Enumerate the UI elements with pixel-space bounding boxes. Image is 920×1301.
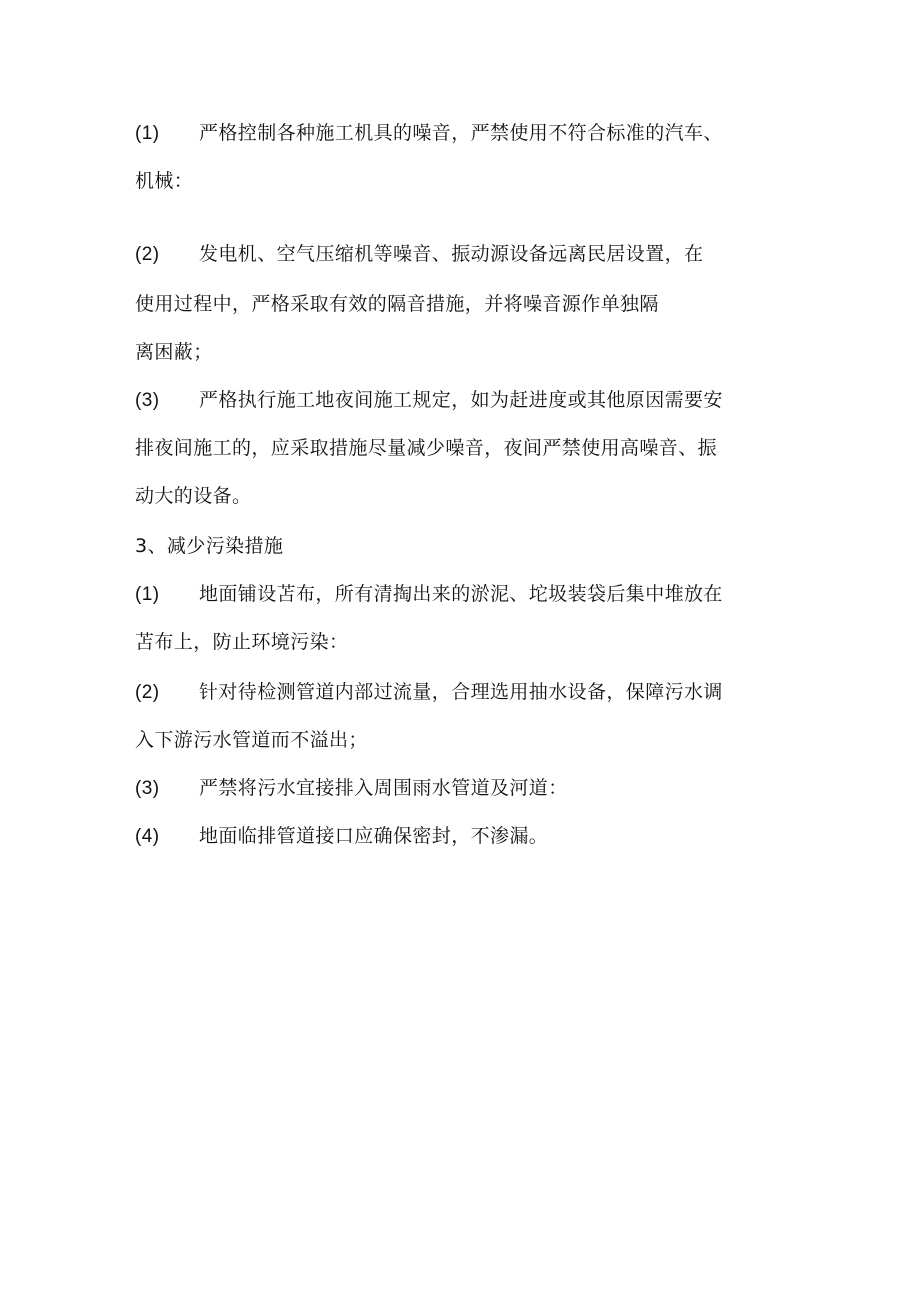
section-heading: 3、减少污染措施 — [135, 535, 284, 557]
item-text: 地面临排管道接口应确保密封，不渗漏。 — [199, 825, 549, 847]
item-text: 严禁将污水宜接排入周围雨水管道及河道： — [199, 777, 568, 799]
pollution-item-1-line-2: 苫布上，防止环境污染： — [135, 631, 349, 653]
pollution-item-2-line-1 — [135, 680, 723, 705]
item-text: 发电机、空气压缩机等噪音、振动源设备远离民居设置，在 — [199, 243, 704, 265]
item-number: (2) — [135, 244, 160, 265]
item-text: 严格控制各种施工机具的噪音，严禁使用不符合标准的汽车、 — [199, 122, 723, 144]
noise-item-2-line-1 — [135, 242, 703, 267]
pollution-item-3-line-1 — [135, 776, 568, 801]
noise-item-2-line-2: 使用过程中，严格采取有效的隔音措施，并将噪音源作单独隔 — [135, 293, 659, 315]
noise-item-3-line-2: 排夜间施工的，应采取措施尽量减少噪音，夜间严禁使用高噪音、振 — [135, 437, 718, 459]
noise-item-1-line-2: 机械： — [135, 170, 194, 192]
item-text: 严格执行施工地夜间施工规定，如为赶进度或其他原因需要安 — [199, 389, 723, 411]
noise-item-2-line-3: 离困蔽； — [135, 341, 213, 363]
pollution-item-1-line-1 — [135, 582, 723, 607]
item-text: 地面铺设苫布，所有清掏出来的淤泥、坨圾装袋后集中堆放在 — [199, 583, 723, 605]
item-number: (1) — [135, 123, 160, 144]
item-text: 针对待检测管道内部过流量，合理选用抽水设备，保障污水调 — [199, 681, 723, 703]
noise-item-1-line-1 — [135, 121, 723, 146]
item-number: (4) — [135, 826, 160, 847]
item-number: (2) — [135, 682, 160, 703]
pollution-item-4-line-1 — [135, 824, 548, 849]
pollution-item-2-line-2: 入下游污水管道而不溢出； — [135, 729, 368, 751]
noise-item-3-line-3: 动大的设备。 — [135, 485, 252, 507]
item-number: (1) — [135, 584, 160, 605]
item-number: (3) — [135, 390, 160, 411]
noise-item-3-line-1 — [135, 388, 723, 413]
item-number: (3) — [135, 778, 160, 799]
